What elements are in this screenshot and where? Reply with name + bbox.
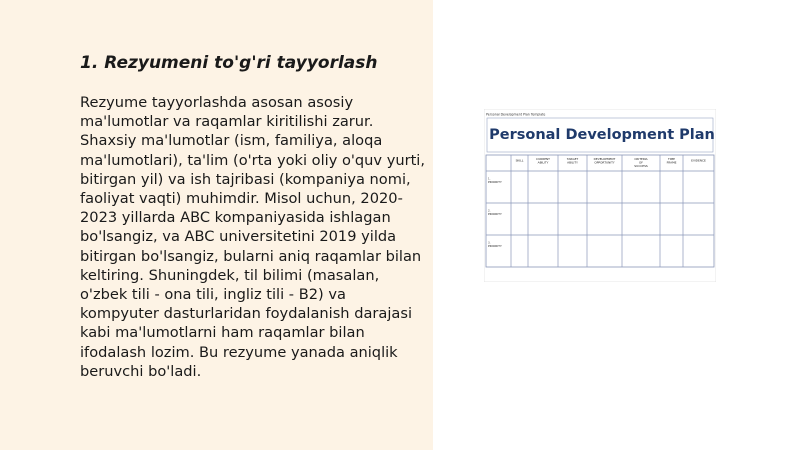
plan-table-border bbox=[486, 155, 714, 267]
plan-column-header: ABILITY bbox=[537, 160, 549, 165]
plan-row-number: 2. bbox=[488, 209, 491, 213]
plan-row-number: 1. bbox=[488, 177, 491, 181]
plan-table bbox=[486, 155, 714, 267]
plan-caption: Personal Development Plan Template bbox=[486, 112, 546, 117]
plan-title: Personal Development Plan bbox=[489, 127, 715, 143]
plan-column-header: CURRENT bbox=[536, 157, 550, 161]
plan-column-header: DEVELOPMENT bbox=[593, 157, 616, 161]
plan-column-header: FRAME bbox=[666, 160, 677, 165]
personal-development-plan-image bbox=[484, 109, 716, 282]
plan-row-label: PRIORITY bbox=[488, 212, 502, 216]
plan-column-header: OF bbox=[639, 160, 643, 165]
plan-column-header: CRITERIA bbox=[634, 157, 648, 161]
plan-column-header: SUCCESS bbox=[634, 164, 648, 169]
plan-row-number: 3. bbox=[488, 241, 491, 245]
plan-column-header: OPPORTUNITY bbox=[594, 160, 615, 165]
plan-illustration bbox=[484, 109, 716, 282]
plan-column-header: EVIDENCE bbox=[691, 158, 706, 163]
plan-row-label: PRIORITY bbox=[488, 244, 502, 248]
slide-paragraph: Rezyume tayyorlashda asosan asosiy ma'lumotlar va raqamlar kiritilishi zarur. Shaxsiy ma'lumotlar (ism, familiya, aloqa ma'lumotlari), ta'lim (o'rta yoki oliy o'quv yurti, bitirgan yil) va ish tajribasi (kompaniya nomi, faoliyat vaqti) muhimdir. Misol uchun, 2020-2023 yillarda ABC kompaniyasida ishlagan bo'lsangiz, va ABC universitetini 2019 yilda bitirgan bo'lsangiz, bularni aniq raqamlar bilan keltiring. Shuningdek, til bilimi (masalan, o'zbek tili - ona tili, ingliz tili - B2) va kompyuter dasturlaridan foydalanish darajasi kabi ma'lumotlarni ham raqamlar bilan ifodalash lozim. Bu rezyume yanada aniqlik beruvchi bo'ladi. bbox=[80, 94, 425, 380]
plan-row-label: PRIORITY bbox=[488, 180, 502, 184]
plan-column-header: TIME bbox=[668, 157, 675, 161]
plan-column-header: SKILL bbox=[515, 158, 524, 163]
plan-column-header: TARGET bbox=[566, 157, 579, 161]
slide-heading: 1. Rezyumeni to'g'ri tayyorlash bbox=[80, 53, 378, 73]
plan-column-header: ABILITY bbox=[567, 160, 578, 165]
